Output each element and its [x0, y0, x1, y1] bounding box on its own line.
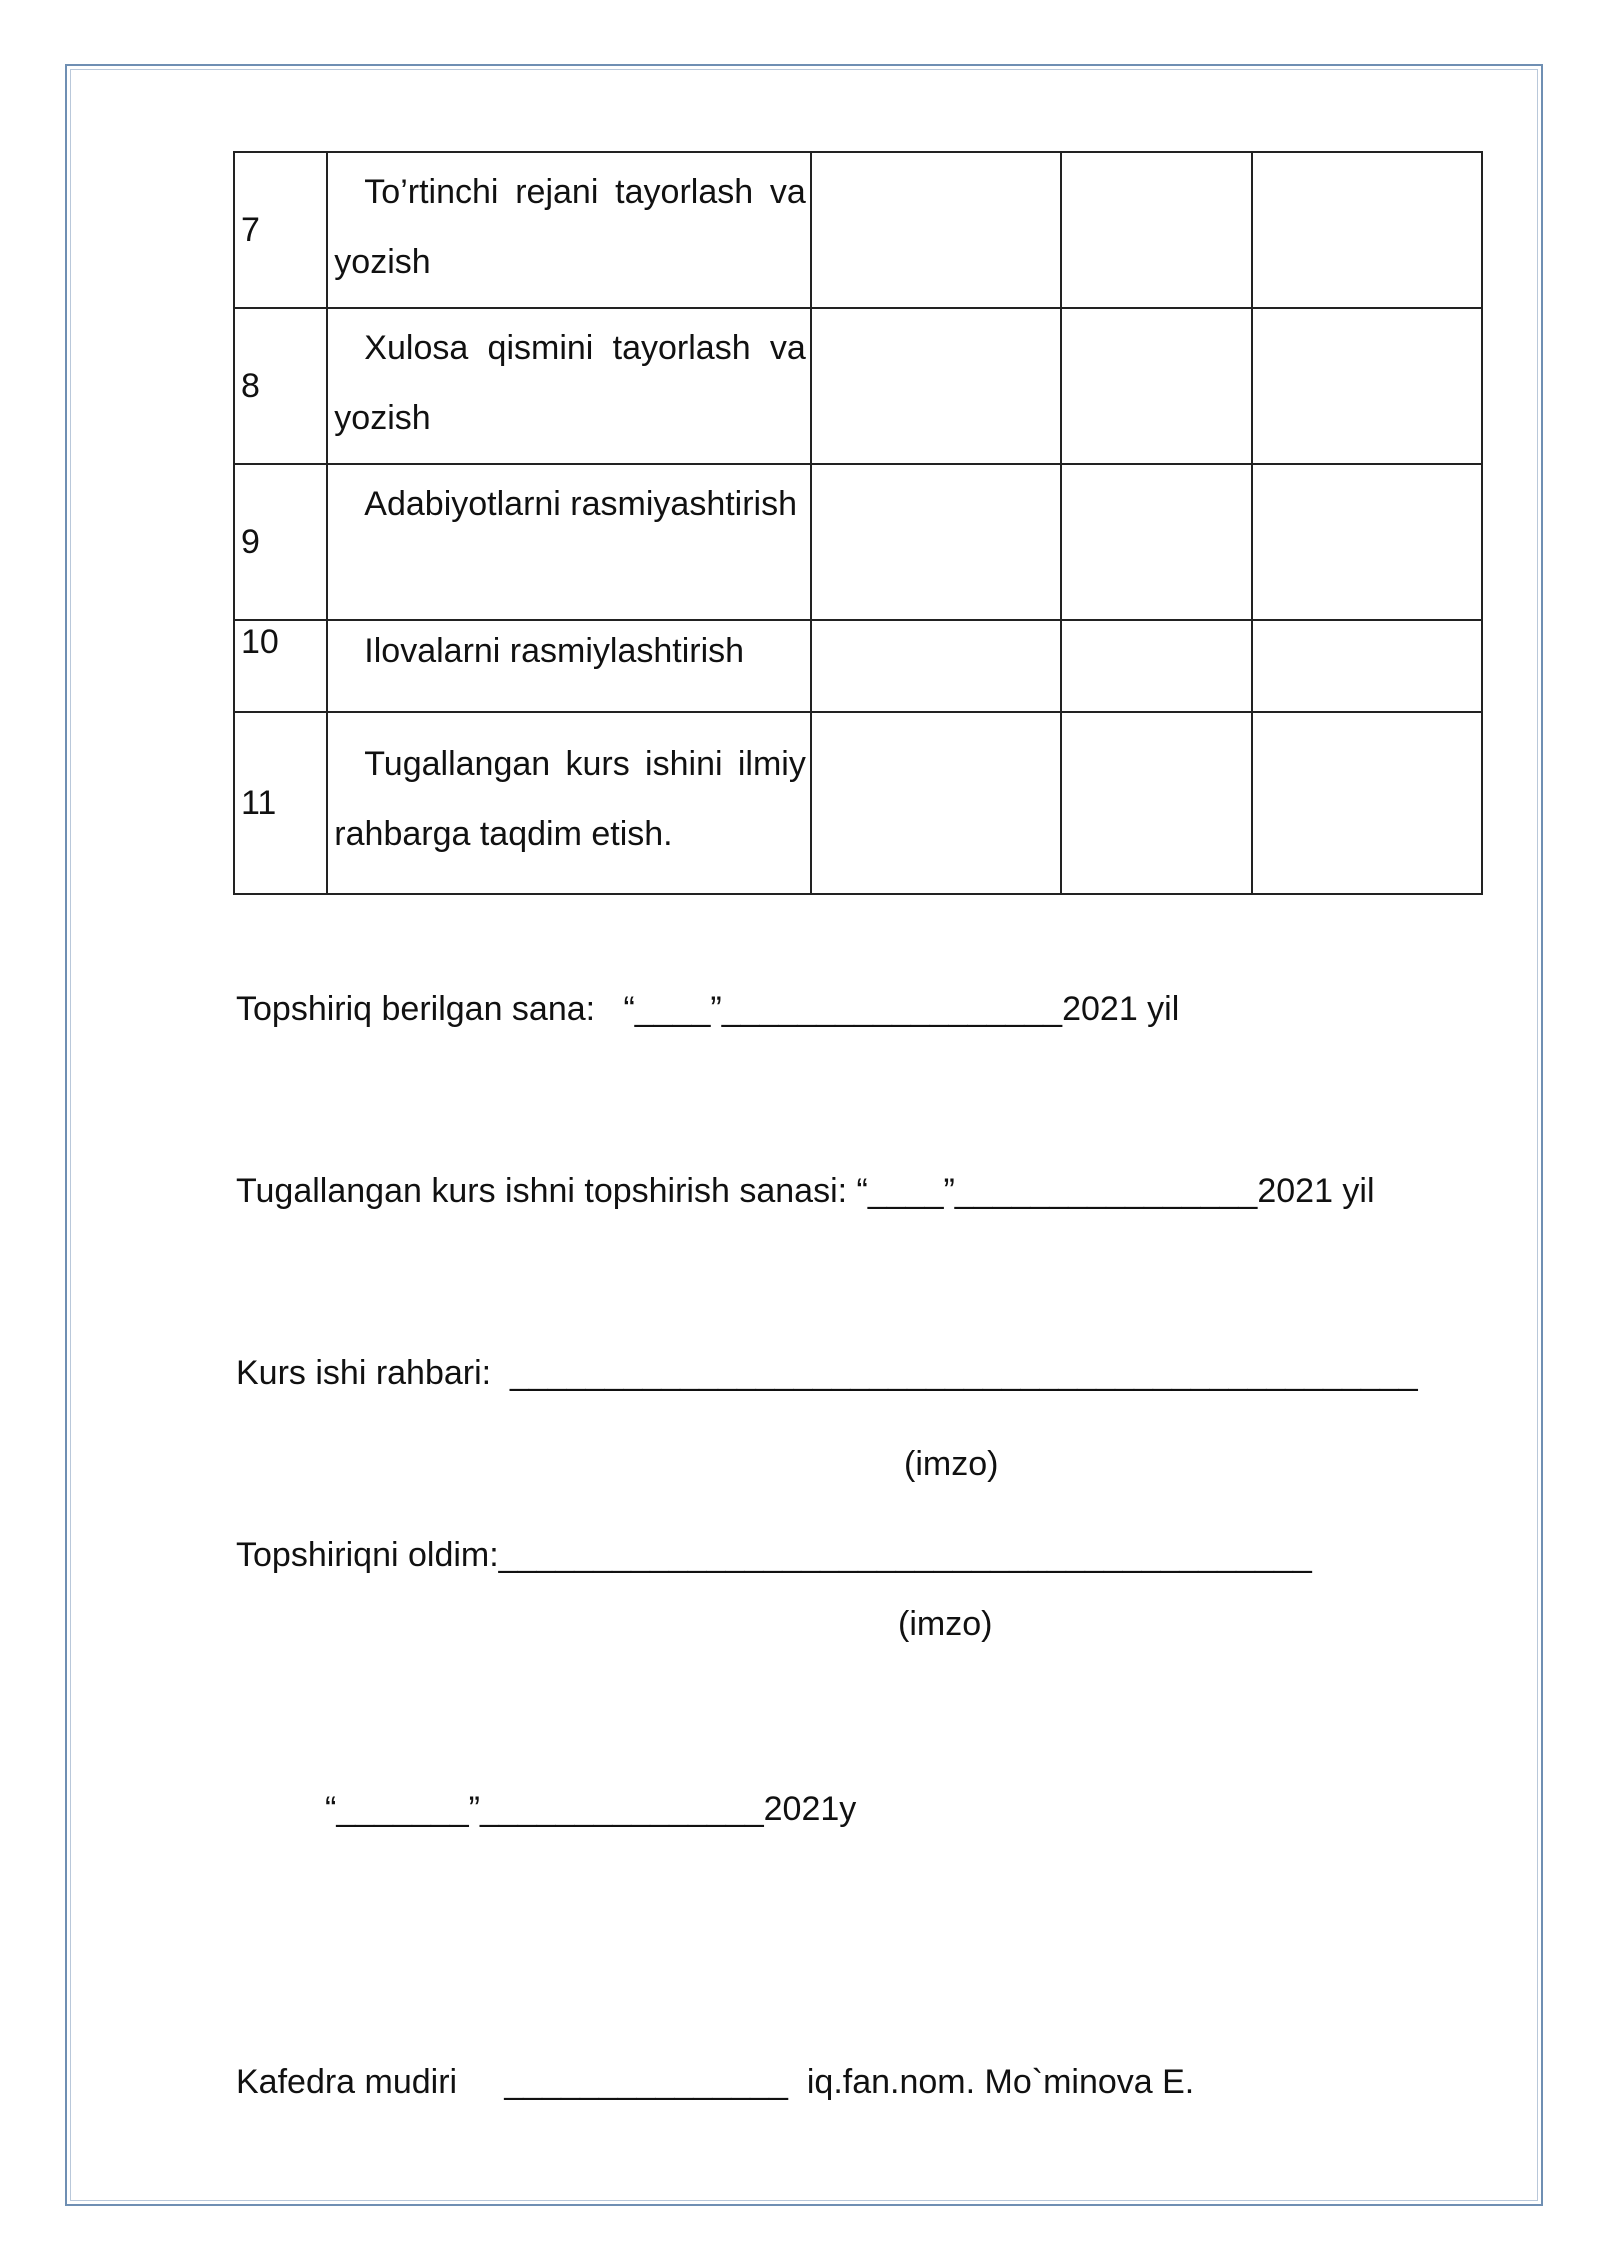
task-text: Tugallangan kurs ishini ilmiy rahbarga taqdim etish. [334, 745, 806, 853]
empty-cell [811, 464, 1061, 620]
task-cell [327, 712, 811, 894]
row-number: 7 [234, 152, 327, 308]
signature-caption: (imzo) [904, 1445, 999, 1483]
received-line: Topshiriqni oldim:___________________________________________ [236, 1536, 1312, 1574]
row-number: 10 [234, 620, 327, 712]
empty-cell [1061, 712, 1253, 894]
empty-cell [1061, 308, 1253, 464]
submit-date-line: Tugallangan kurs ishni topshirish sanasi: “____”________________2021 yil [236, 1172, 1375, 1210]
empty-cell [811, 712, 1061, 894]
empty-cell [811, 620, 1061, 712]
empty-cell [1252, 152, 1482, 308]
department-head-line: Kafedra mudiri _______________ iq.fan.nom. Mo`minova E. [236, 2063, 1195, 2101]
table-row [234, 464, 1482, 620]
table-row [234, 712, 1482, 894]
table-row [234, 308, 1482, 464]
task-text: To’rtinchi rejani tayorlash va yozish [334, 173, 806, 281]
task-text: Ilovalarni rasmiylashtirish [364, 632, 745, 670]
task-cell [327, 464, 811, 620]
table-row [234, 152, 1482, 308]
date-line: “_______”_______________2021y [325, 1790, 857, 1828]
task-cell [327, 152, 811, 308]
task-text: Xulosa qismini tayorlash va yozish [334, 329, 806, 437]
empty-cell [1252, 464, 1482, 620]
empty-cell [1061, 152, 1253, 308]
signature-caption: (imzo) [898, 1605, 993, 1643]
work-plan-table [233, 151, 1483, 895]
empty-cell [1061, 620, 1253, 712]
empty-cell [1061, 464, 1253, 620]
task-cell [327, 308, 811, 464]
task-cell [327, 620, 811, 712]
task-text: Adabiyotlarni rasmiyashtirish [364, 485, 798, 523]
empty-cell [1252, 620, 1482, 712]
issue-date-line: Topshiriq berilgan sana: “____”__________________2021 yil [236, 990, 1180, 1028]
supervisor-line: Kurs ishi rahbari: ________________________________________________ [236, 1354, 1418, 1392]
empty-cell [811, 308, 1061, 464]
row-number: 9 [234, 464, 327, 620]
empty-cell [811, 152, 1061, 308]
empty-cell [1252, 712, 1482, 894]
table-row [234, 620, 1482, 712]
row-number: 11 [234, 712, 327, 894]
row-number: 8 [234, 308, 327, 464]
empty-cell [1252, 308, 1482, 464]
